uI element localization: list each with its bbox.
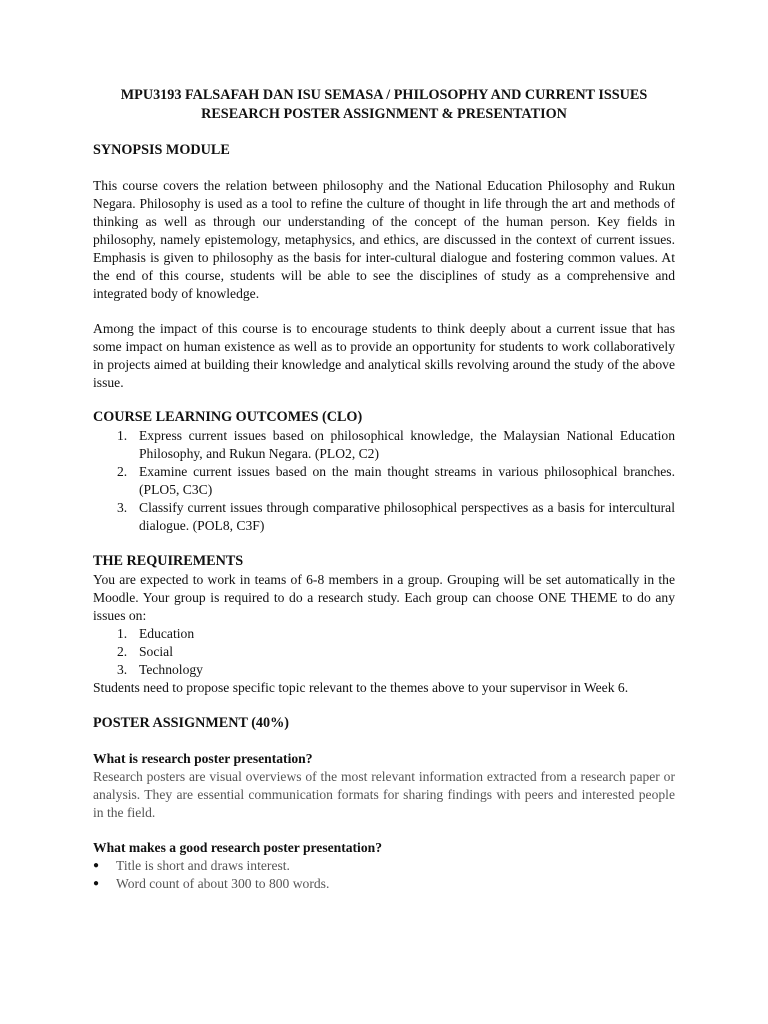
clo-item-text: Express current issues based on philosophical knowledge, the Malaysian National Education Philosophy, and Rukun Negara. (PLO2, C2) [139,428,675,461]
poster-question-1: What is research poster presentation? [93,751,313,766]
theme-list [93,625,675,679]
clo-item-number: 2. [117,464,128,479]
poster-heading: POSTER ASSIGNMENT (40%) [93,715,290,731]
poster-criteria-text: Word count of about 300 to 800 words. [116,876,330,891]
requirements-intro: You are expected to work in teams of 6-8 members in a group. Grouping will be set automatically in the Moodle. Your group is required to do a research study. Each group can choose ONE THEME to do any issues on: [93,572,675,623]
poster-criteria-list [93,857,675,893]
document-title-line1: MPU3193 FALSAFAH DAN ISU SEMASA / PHILOSOPHY AND CURRENT ISSUES [120,87,648,103]
poster-answer-1: Research posters are visual overviews of the most relevant information extracted from a research paper or analysis. They are essential communication formats for sharing findings with peers and interested people in the field. [93,769,675,820]
bullet-icon: ● [93,860,100,871]
clo-item [93,463,675,499]
clo-list [93,427,675,535]
clo-item-number: 1. [117,428,128,443]
theme-item [93,661,675,679]
clo-item [93,499,675,535]
synopsis-paragraph-2: Among the impact of this course is to encourage students to think deeply about a current issue that has some impact on human existence as well as to provide an opportunity for students to work collaboratively in projects aimed at building their knowledge and analytical skills revolving around the study of the above issue. [93,321,675,390]
synopsis-paragraph-1: This course covers the relation between philosophy and the National Education Philosophy and Rukun Negara. Philosophy is used as a tool to refine the culture of thought in life through the art and methods of thinking as well as through our understanding of the concept of the human person. Key fields in philosophy, namely epistemology, metaphysics, and ethics, are discussed in the context of current issues. Emphasis is given to philosophy as the basis for inter-cultural dialogue and fostering common values. At the end of this course, students will be able to see the disciplines of study as a comprehensive and integrated body of knowledge. [93,178,675,301]
theme-item-number: 2. [117,644,128,659]
synopsis-heading: SYNOPSIS MODULE [93,142,230,158]
theme-item-number: 3. [117,662,128,677]
theme-item [93,625,675,643]
document-title-line2: RESEARCH POSTER ASSIGNMENT & PRESENTATION [201,106,567,122]
poster-criteria-item [93,875,675,893]
theme-item-text: Social [139,644,173,659]
clo-item-text: Examine current issues based on the main thought streams in various philosophical branches. (PLO5, C3C) [139,464,675,497]
clo-heading: COURSE LEARNING OUTCOMES (CLO) [93,409,363,425]
theme-item-number: 1. [117,626,128,641]
bullet-icon: ● [93,878,100,889]
theme-item [93,643,675,661]
document-page [93,86,675,893]
clo-item [93,427,675,463]
theme-item-text: Technology [139,662,203,677]
clo-item-text: Classify current issues through comparative philosophical perspectives as a basis for intercultural dialogue. (POL8, C3F) [139,500,675,533]
poster-criteria-text: Title is short and draws interest. [116,858,290,873]
poster-question-2: What makes a good research poster presentation? [93,840,382,855]
requirements-heading: THE REQUIREMENTS [93,553,244,569]
poster-criteria-item [93,857,675,875]
theme-item-text: Education [139,626,195,641]
clo-item-number: 3. [117,500,128,515]
requirements-outro: Students need to propose specific topic relevant to the themes above to your supervisor in Week 6. [93,680,629,695]
